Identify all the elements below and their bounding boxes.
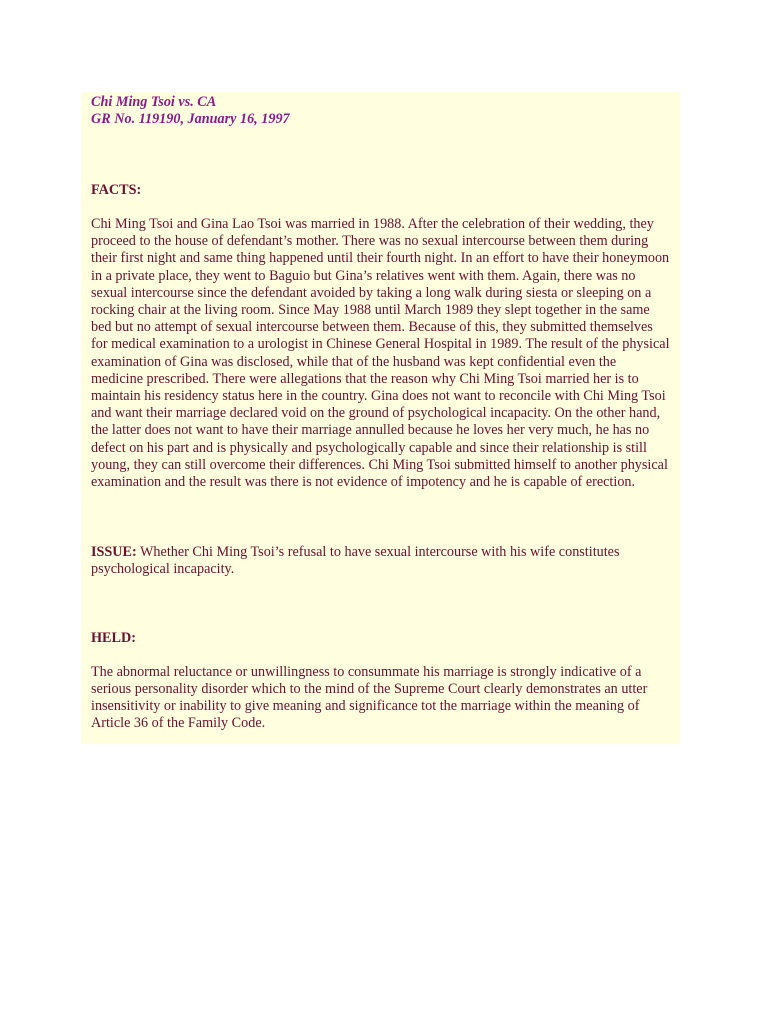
- facts-heading: FACTS:: [91, 182, 142, 198]
- held-heading: HELD:: [91, 629, 136, 646]
- case-citation: GR No. 119190, January 16, 1997: [91, 111, 290, 127]
- issue-paragraph: [91, 544, 670, 578]
- facts-paragraph: Chi Ming Tsoi and Gina Lao Tsoi was married in 1988. After the celebration of their wedding, they proceed to the house of defendant’s mother. There was no sexual intercourse between them during their first night and same thing happened until their fourth night. In an effort to have their honeymoon in a private place, they went to Baguio but Gina’s relatives went with them. Again, there was no sexual intercourse since the defendant avoided by taking a long walk during siesta or sleeping on a rocking chair at the living room. Since May 1988 until March 1989 they slept together in the same bed but no attempt of sexual intercourse between them. Because of this, they submitted themselves for medical examination to a urologist in Chinese General Hospital in 1989. The result of the physical examination of Gina was disclosed, while that of the husband was kept confidential even the medicine prescribed. There were allegations that the reason why Chi Ming Tsoi married her is to maintain his residency status here in the country. Gina does not want to reconcile with Chi Ming Tsoi and want their marriage declared void on the ground of psychological incapacity. On the other hand, the latter does not want to have their marriage annulled because he loves her very much, he has no defect on his part and is physically and psychologically capable and since their relationship is still young, they can still overcome their differences. Chi Ming Tsoi submitted himself to another physical examination and the result was there is not evidence of impotency and he is capable of erection.: [91, 216, 670, 491]
- issue-heading: ISSUE:: [91, 544, 137, 561]
- case-name: Chi Ming Tsoi vs. CA: [91, 94, 217, 110]
- case-digest-box: [81, 92, 680, 744]
- issue-text: Whether Chi Ming Tsoi’s refusal to have sexual intercourse with his wife constitutes psychological incapacity.: [91, 544, 620, 578]
- held-paragraph: The abnormal reluctance or unwillingness to consummate his marriage is strongly indicative of a serious personality disorder which to the mind of the Supreme Court clearly demonstrates an utter insensitivity or inability to give meaning and significance tot the marriage within the meaning of Article 36 of the Family Code.: [91, 663, 648, 732]
